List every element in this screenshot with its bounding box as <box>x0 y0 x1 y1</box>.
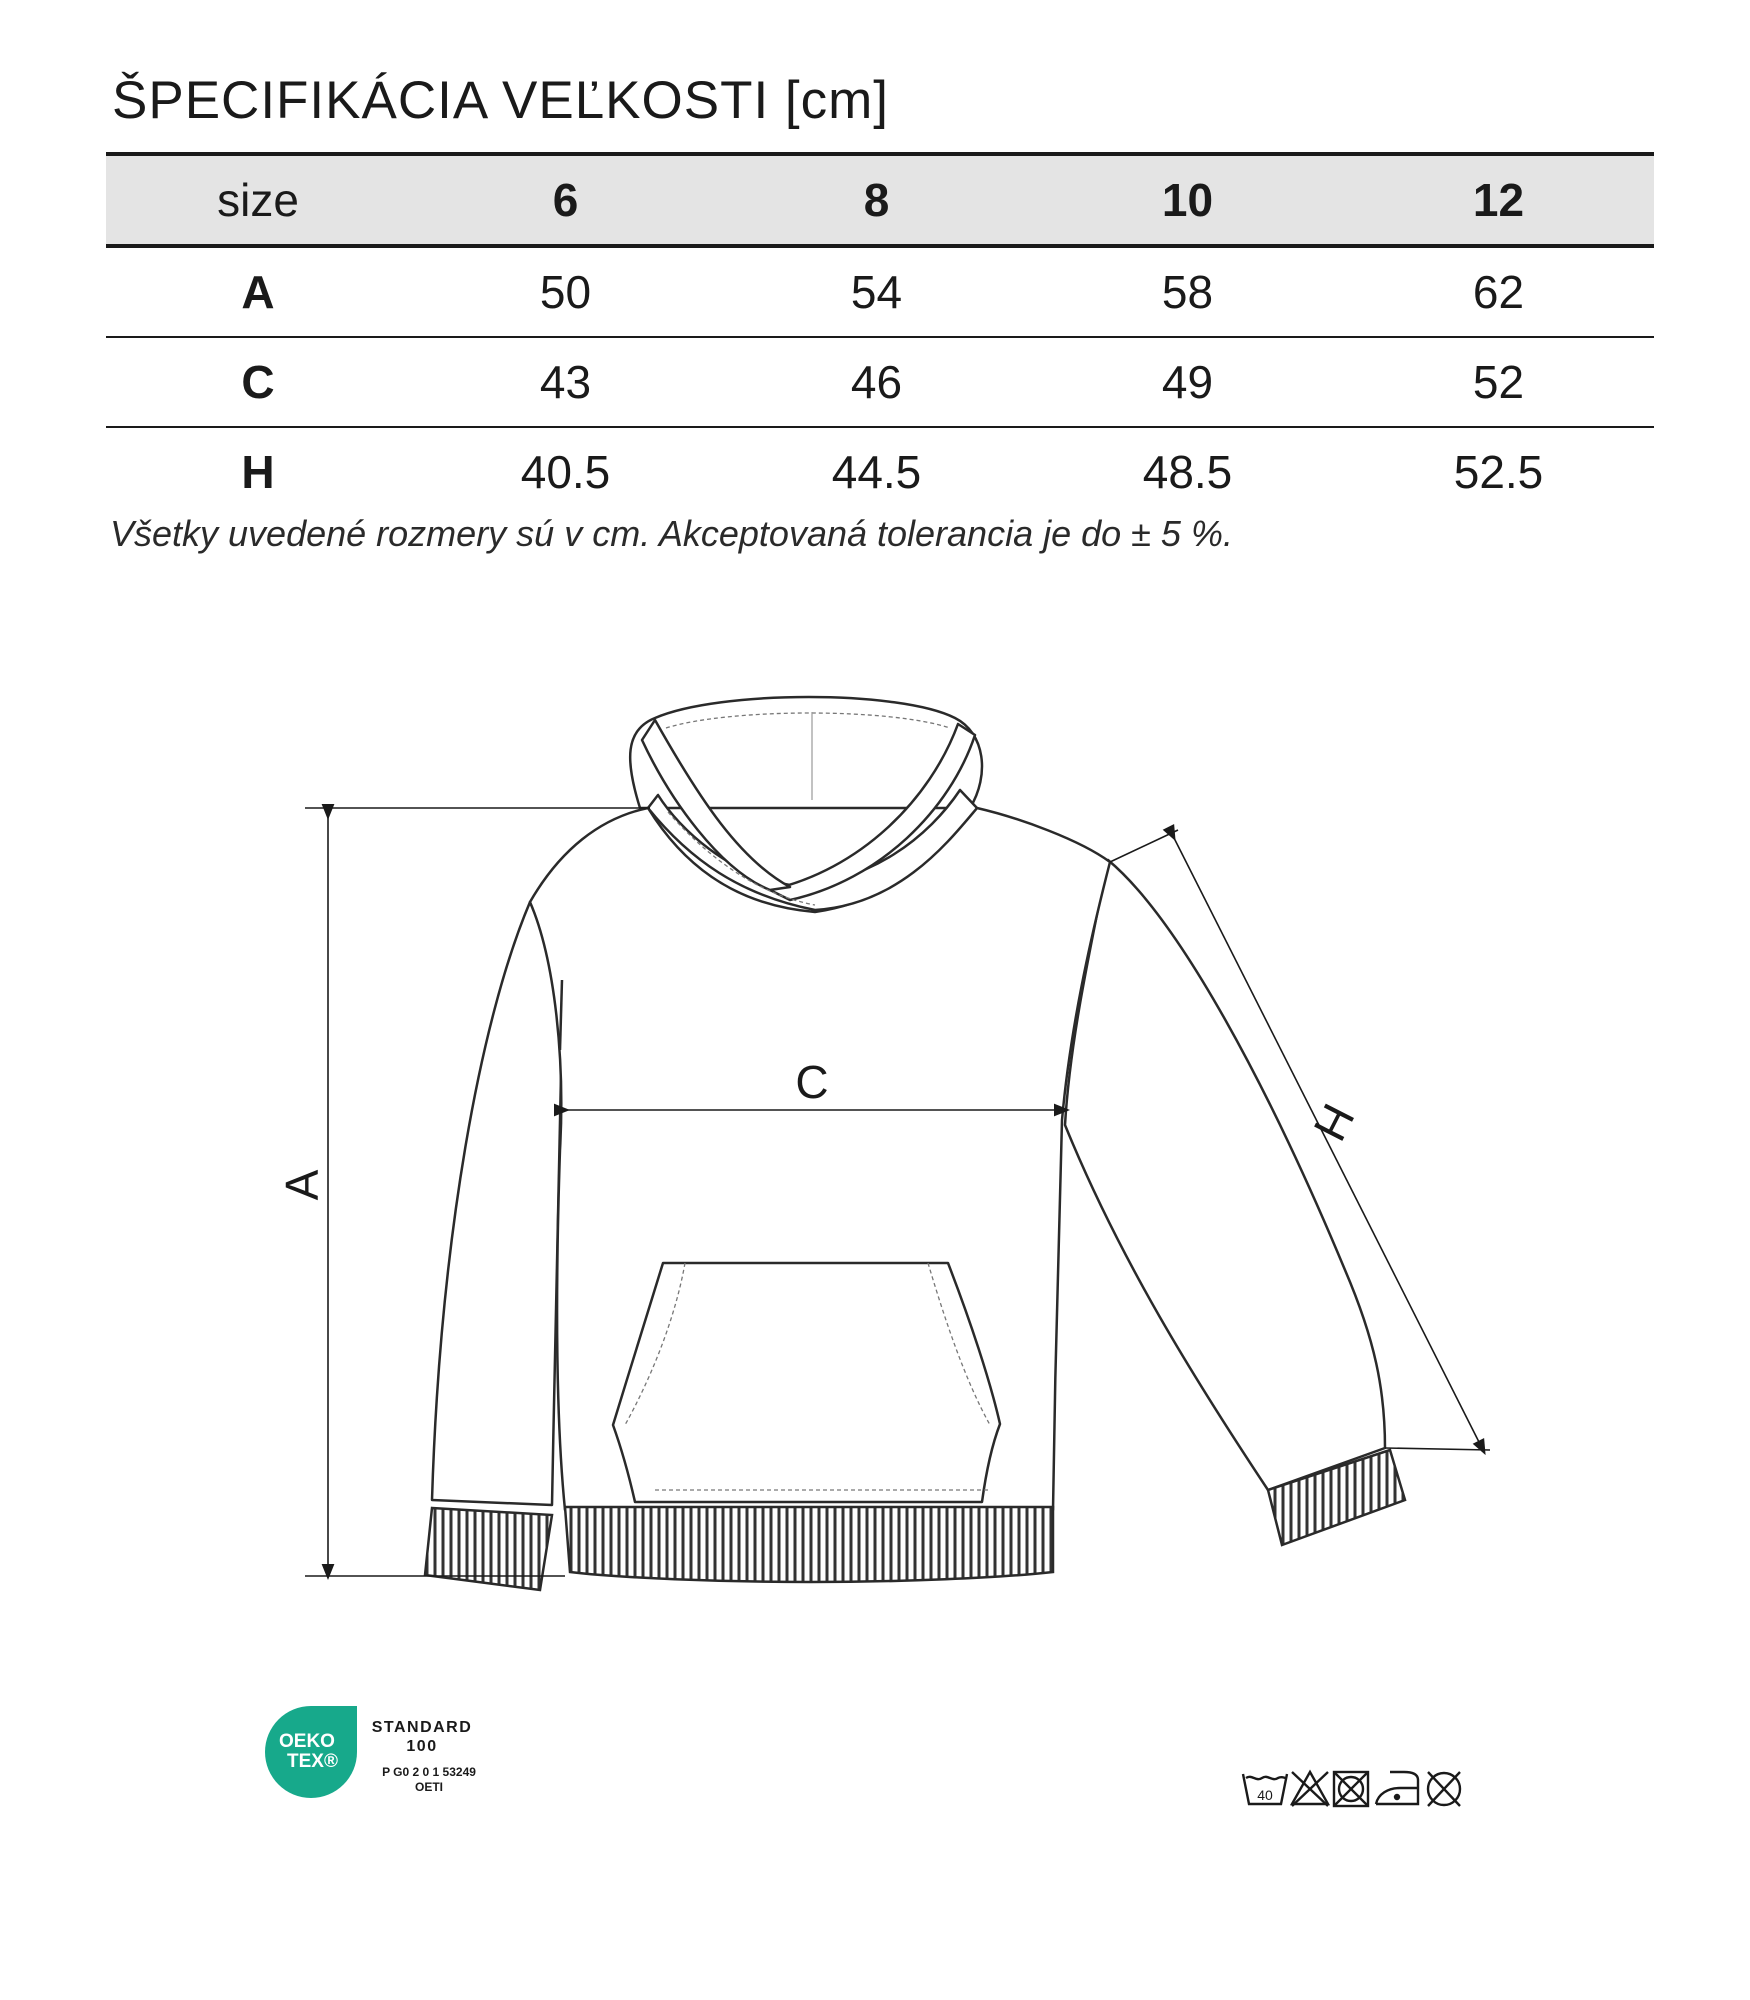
row-label: C <box>106 337 410 427</box>
oeko-tex-logo <box>265 1706 357 1798</box>
row-label: H <box>241 446 275 498</box>
header-size: size <box>106 154 410 246</box>
standard-line2: 100 <box>406 1738 438 1755</box>
table-cell: 46 <box>721 337 1032 427</box>
table-cell: 44.5 <box>831 446 922 498</box>
wash-40-icon <box>1243 1774 1287 1804</box>
table-cell: 54 <box>721 246 1032 337</box>
page-title: ŠPECIFIKÁCIA VEĽKOSTI [cm] <box>112 71 890 130</box>
table-cell: 62 <box>1343 246 1654 337</box>
left-cuff <box>425 1508 552 1590</box>
table-cell: 43 <box>410 337 721 427</box>
table-cell: 48.5 <box>1142 446 1233 498</box>
tolerance-note: Všetky uvedené rozmery sú v cm. Akceptovaná tolerancia je do ± 5 %. <box>110 513 1233 554</box>
table-cell: 50 <box>410 246 721 337</box>
care-symbols <box>1240 1766 1490 1810</box>
oeko-tex-logo-line2: TEX® <box>287 1751 338 1772</box>
oeko-tex-logo-line1: OEKO <box>279 1731 335 1752</box>
header-size-12: 12 <box>1343 154 1654 246</box>
table-cell: 52 <box>1343 337 1654 427</box>
standard-label <box>368 1718 476 1756</box>
dimension-label-a: A <box>276 1169 328 1201</box>
certification-code <box>374 1765 484 1795</box>
dimension-label-c: C <box>795 1056 829 1108</box>
header-size-6: 6 <box>410 154 721 246</box>
row-label: A <box>106 246 410 337</box>
table-cell: 49 <box>1032 337 1343 427</box>
iron-low-icon <box>1376 1772 1418 1804</box>
dimension-label-h: H <box>1303 1095 1365 1149</box>
right-sleeve <box>1065 860 1385 1490</box>
code-line1: P G0 2 0 1 53249 <box>382 1765 476 1779</box>
code-line2: OETI <box>414 1780 443 1794</box>
no-dry-clean-icon <box>1428 1772 1460 1806</box>
wash-temperature: 40 <box>1257 1787 1273 1803</box>
table-cell: 58 <box>1032 246 1343 337</box>
header-size-8: 8 <box>721 154 1032 246</box>
header-size-10: 10 <box>1032 154 1343 246</box>
standard-line1: STANDARD <box>371 1719 473 1736</box>
table-cell: 52.5 <box>1453 446 1544 498</box>
no-bleach-icon <box>1292 1772 1328 1806</box>
no-tumble-dry-icon <box>1334 1772 1368 1806</box>
table-cell: 40.5 <box>520 446 611 498</box>
kangaroo-pocket <box>613 1263 1000 1502</box>
left-sleeve <box>432 902 563 1505</box>
waistband <box>565 1507 1053 1582</box>
